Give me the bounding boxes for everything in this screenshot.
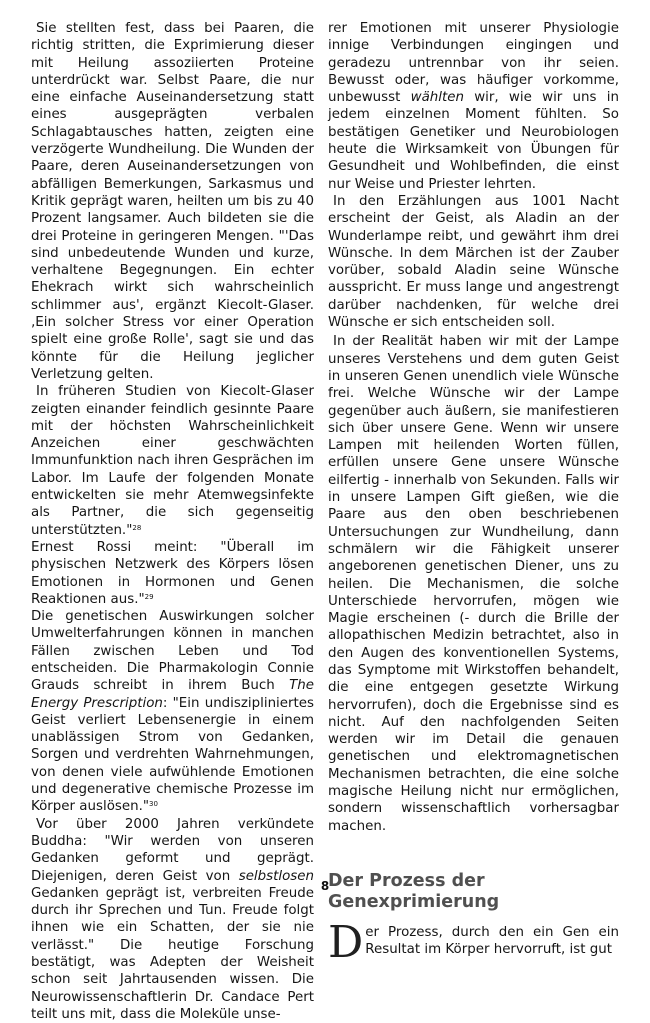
paragraph-text: er Prozess, durch den ein Gen ein Resultat im Körper hervorruft, ist gut [365,924,619,958]
paragraph [328,916,619,968]
paragraph [31,20,314,383]
footnote-marker: 28 [132,523,142,532]
heading-line: Der Prozess der [328,870,485,891]
paragraph-text: rer Emotionen mit unserer Physiologie innige Verbindungen eingingen und geradezu untrennbar von ihr seien. Bewusst oder, was häufiger vorkomme, unbewusst [328,21,619,106]
paragraph [328,193,619,331]
paragraph [31,539,314,608]
paragraph-text: In früheren Studien von Kiecolt-Glaser zeigten einander feindlich gesinnte Paare mit der höchsten Wahrscheinlichkeit Anzeichen einer geschwächten Immunfunktion nach ihren Gesprächen im Labor. Im Laufe der folgenden Monate entwickelten sie mehr Atemwegsinfekte als Partner, die sich gegenseitig unterstützten." [31,384,314,538]
paragraph-text: In der Realität haben wir mit der Lampe unseres Verstehens und dem guten Geist in unseren Genen unendlich viele Wünsche frei. Welche Wünsche wir der Lampe gegenüber auch äußern, sie manifestieren sich über unsere Gene. Wenn wir unsere Lampen mit heilenden Worten füllen, erfüllen unsere Gene unsere Wünsche eilfertig - innerhalb von Sekunden. Falls wir in unsere Lampen Gift gießen, wie die Paare aus den oben beschriebenen Untersuchungen zur Wundheilung, dann schmälern wir die Fähigkeit unserer angeborenen genetischen Diener, uns zu heilen. Die Mechanismen, die solche Unterschiede hervorrufen, mögen wie Magie erscheinen (- durch die Brille der allopathischen Medizin betrachtet, also in den Augen des konventionellen Systems, das Symptome mit Wirkstoffen behandelt, die eine entgegen gesetzte Wirkung hervorrufen), doch die Ergebnisse sind es nicht. Auf den nachfolgenden Seiten werden wir im Detail die genauen genetischen und elektromagnetischen Mechanismen betrachten, die eine solche magische Heilung nicht nur ermöglichen, sondern wissenschaftlich vorhersagbar machen. [328,334,619,834]
right-text-column [328,20,619,968]
paragraph [31,383,314,539]
paragraph-text: wir, wie wir uns in jedem einzelnen Moment fühlten. So bestätigen Genetiker und Neurobiologen heute die Wirksamkeit von Übungen für Gesundheit und Wohlbefinden, die einst nur Weise und Priester lehrten. [328,90,619,192]
paragraph-text: Ernest Rossi meint: "Überall im physischen Netzwerk des Körpers lösen Emotionen in Hormonen und Genen Reaktionen aus." [31,539,314,607]
paragraph-text: In den Erzählungen aus 1001 Nacht erscheint der Geist, als Aladin an der Wunderlampe reibt, und gewährt ihm drei Wünsche. In dem Märchen ist der Zauber vorüber, sobald Aladin seine Wünsche ausspricht. Er muss lange und angestrengt darüber nachdenken, für welche drei Wünsche er sich entscheiden soll. [328,193,619,331]
footnote-marker: 29 [144,592,154,601]
emphasis: selbstlosen [238,868,314,884]
book-title: The Energy Prescription [31,678,314,711]
page-number: 8 [320,879,330,893]
paragraph-text: : "Ein undiszipliniertes Geist verliert Lebensenergie in einem unablässigen Strom von Gedanken, Sorgen und verdrehten Wahrnehmungen, von denen viele aufwühlende Emotionen und degenerative chemische Prozesse im Körper auslösen." [31,695,314,815]
paragraph [31,608,314,816]
paragraph-text: Sie stellten fest, dass bei Paaren, die richtig stritten, die Exprimierung dieser mit Heilung assoziierten Proteine unterdrückt war. Selbst Paare, die nur eine einfache Auseinandersetzung statt eines ausgeprägten verbalen Schlagabtausches hatten, zeigten eine verzögerte Wundheilung. Die Wunden der Paare, deren Auseinandersetzungen von abfälligen Bemerkungen, Sarkasmus und Kritik geprägt waren, heilten um bis zu 40 Prozent langsamer. Auch bildeten sie die drei Proteine in geringeren Mengen. "'Das sind unbedeutende Wunden und kurze, verhaltene Begegnungen. Ein echter Ehekrach wirkt sich wahrscheinlich schlimmer aus', ergänzt Kiecolt-Glaser. ‚Ein solcher Stress vor einer Operation spielt eine große Rolle', sagt sie und das könnte für die Heilung jeglicher Verletzung gelten. [31,21,314,382]
paragraph [31,816,314,1023]
paragraph-text: Gedanken geprägt ist, verbreiten Freude durch ihr Sprechen und Tun. Freude folgt ihnen wie ein Schatten, der sie nie verlässt." Die heutige Forschung bestätigt, was Adepten der Weisheit schon seit Jahrtausenden wissen. Die Neurowissenschaftlerin Dr. Candace Pert teilt uns mit, dass die Moleküle unse- [31,885,314,1022]
emphasis: wählten [410,90,464,106]
paragraph [328,20,619,193]
footnote-marker: 30 [149,800,158,809]
paragraph-text: Die genetischen Auswirkungen solcher Umwelterfahrungen können in manchen Fällen zwischen Leben und Tod entscheiden. Die Pharmakologin Connie Grauds schreibt in ihrem Buch [31,609,314,694]
heading-line: Genexprimierung [328,891,500,912]
left-text-column [31,20,314,1023]
paragraph-text: Vor über 2000 Jahren verkündete Buddha: "Wir werden von unseren Gedanken geformt und geprägt. Diejenigen, deren Geist von [31,816,314,884]
drop-cap: D [328,916,364,968]
paragraph [328,333,619,835]
